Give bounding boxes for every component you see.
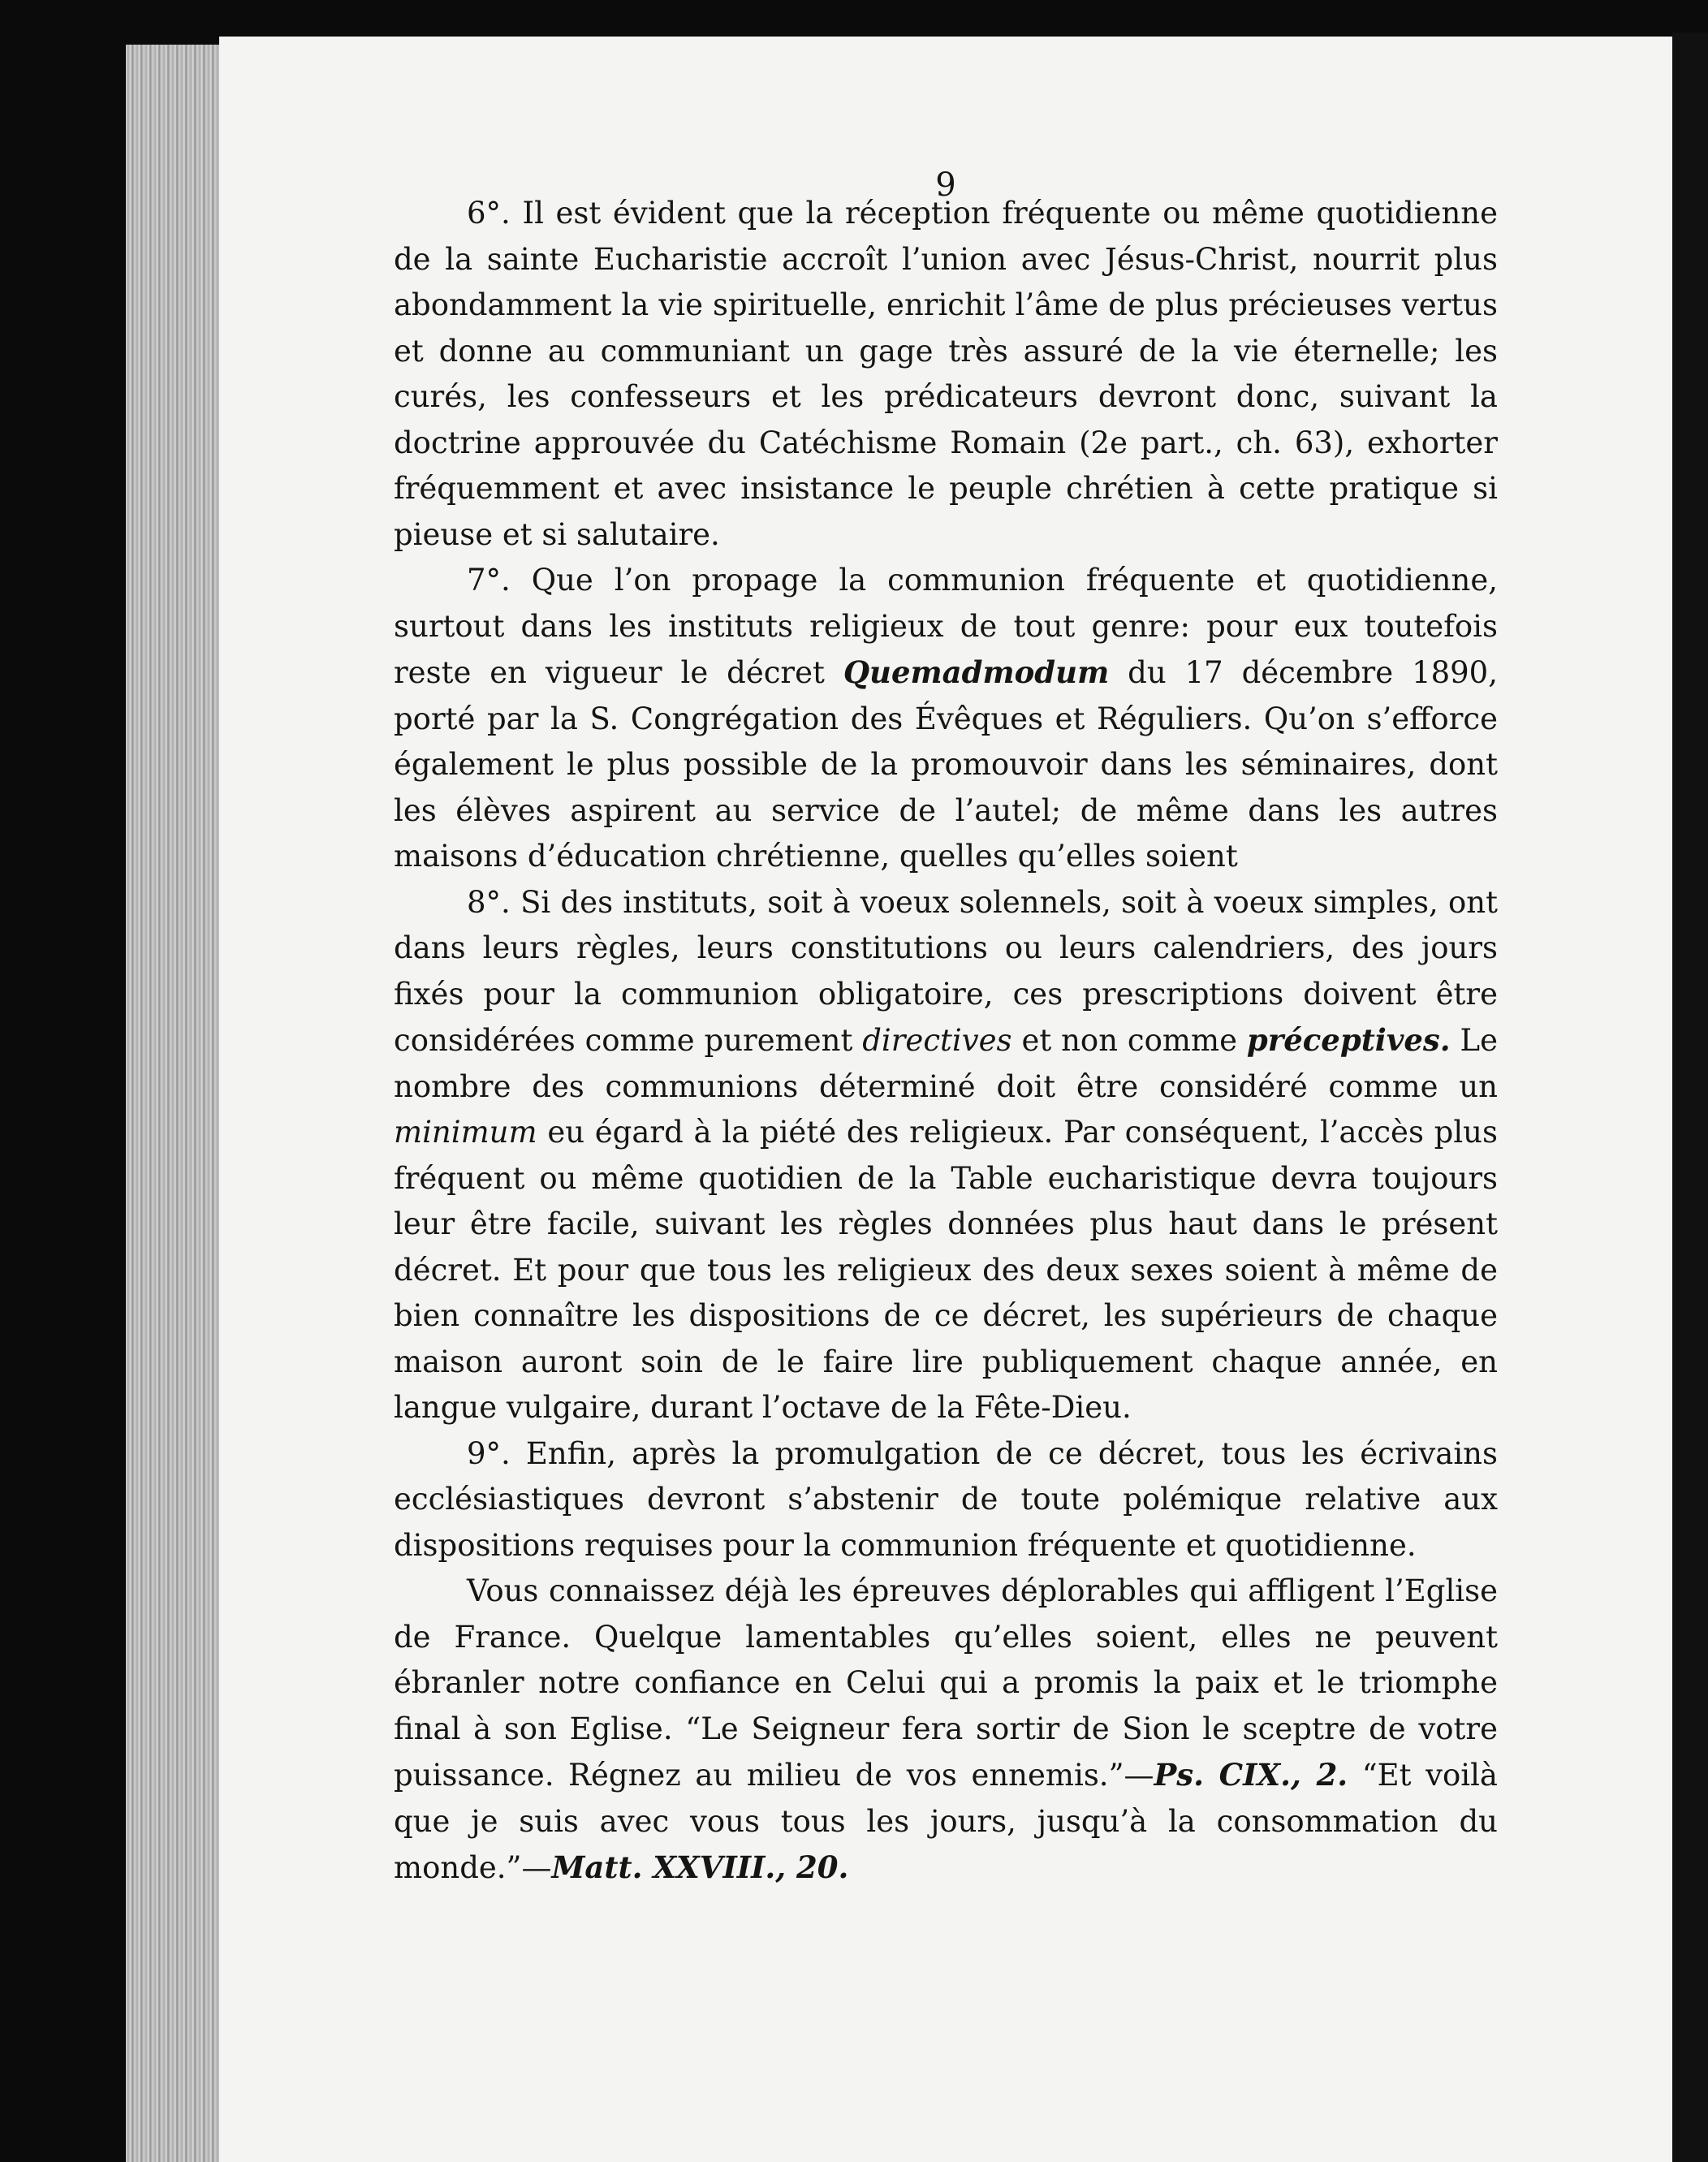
paragraph-8-text-b: et non comme	[1021, 1023, 1237, 1058]
paragraph-6	[394, 191, 1498, 558]
paragraph-6-text: Il est évident que la réception fréquente ou même quotidienne de la sainte Eucharistie accroît l’union avec Jésus-Christ, nourrit plus abondamment la vie spirituelle, enrichit l’âme de plus précieuses vertus et donne au communiant un gage très assuré de la vie éternelle; les curés, les confesseurs et les prédicateurs devront donc, suivant la doctrine approuvée du Catéchisme Romain (2e part., ch. 63), exhorter fréquemment et avec insistance le peuple chrétien à cette pratique si pieuse et si salutaire.	[394, 196, 1499, 552]
paragraph-8-italic-a: directives	[862, 1023, 1012, 1058]
paragraph-9-text: Enfin, après la promulgation de ce décret, tous les écrivains ecclésiastiques devront s’abstenir de toute polémique relative aux dispositions requises pour la communion fréquente et quotidienne.	[394, 1435, 1498, 1563]
closing-reference-a: Ps. CIX., 2.	[1154, 1757, 1348, 1793]
paragraph-8-text-d: eu égard à la piété des religieux. Par conséquent, l’accès plus fréquent ou même quotidien de la Table eucharistique devra toujours leur être facile, suivant les règles données plus haut dans le présent décret. Et pour que tous les religieux des deux sexes soient à même de bien connaître les dispositions de ce décret, les supérieurs de chaque maison auront soin de le faire lire publiquement chaque année, en langue vulgaire, durant l’octave de la Fête-Dieu.	[394, 1115, 1499, 1425]
paragraph-8-text-c: Le nombre des communions déterminé doit être considéré comme un	[394, 1023, 1498, 1104]
closing-text-a: Vous connaissez déjà les épreuves déplorables qui affligent l’Eglise de France. Quelque lamentables qu’elles soient, elles ne peuvent ébranler notre confiance en Celui qui a promis la paix et le triomphe final à son Eglise. “Le Seigneur fera sortir de Sion le sceptre de votre puissance. Régnez au milieu de vos ennemis.”—	[394, 1573, 1498, 1793]
paragraph-6-number: 6°.	[467, 196, 511, 231]
document-page	[219, 37, 1672, 2162]
paragraph-8-number: 8°.	[467, 884, 511, 920]
paragraph-7-italic-a: Quemadmodum	[843, 654, 1110, 690]
paragraph-7-text-b: du 17 décembre 1890, porté par la S. Congrégation des Évêques et Réguliers. Qu’on s’efforce également le plus possible de la promouvoir dans les séminaires, dont les élèves aspirent au service de l’autel; de même dans les autres maisons d’éducation chrétienne, quelles qu’elles soient	[394, 655, 1498, 874]
paragraph-7-text-a: Que l’on propage la communion fréquente et quotidienne, surtout dans les instituts religieux de tout genre: pour eux toutefois reste en vigueur le décret	[394, 563, 1499, 690]
paragraph-9-number: 9°.	[467, 1435, 511, 1471]
body-text	[394, 191, 1498, 1892]
paragraph-9	[394, 1431, 1498, 1569]
paragraph-8-text-a: Si des instituts, soit à voeux solennels, soit à voeux simples, ont dans leurs règles, leurs constitutions ou leurs calendriers, des jours fixés pour la communion obligatoire, ces prescriptions doivent être considérées comme purement	[394, 884, 1498, 1058]
paragraph-7-number: 7°.	[467, 563, 511, 598]
paragraph-8	[394, 880, 1498, 1431]
closing-paragraph	[394, 1569, 1498, 1892]
book-binding-edge	[126, 45, 223, 2162]
page-number: 9	[935, 166, 956, 204]
scan-right-edge	[1672, 32, 1708, 2162]
paragraph-8-italic-b: préceptives.	[1246, 1022, 1451, 1058]
paragraph-8-italic-c: minimum	[394, 1115, 537, 1150]
closing-text-b: “Et voilà que je suis avec vous tous les jours, jusqu’à la consommation du monde.”—	[394, 1758, 1498, 1885]
closing-reference-b: Matt. XXVIII., 20.	[551, 1849, 849, 1885]
paragraph-7	[394, 558, 1498, 880]
